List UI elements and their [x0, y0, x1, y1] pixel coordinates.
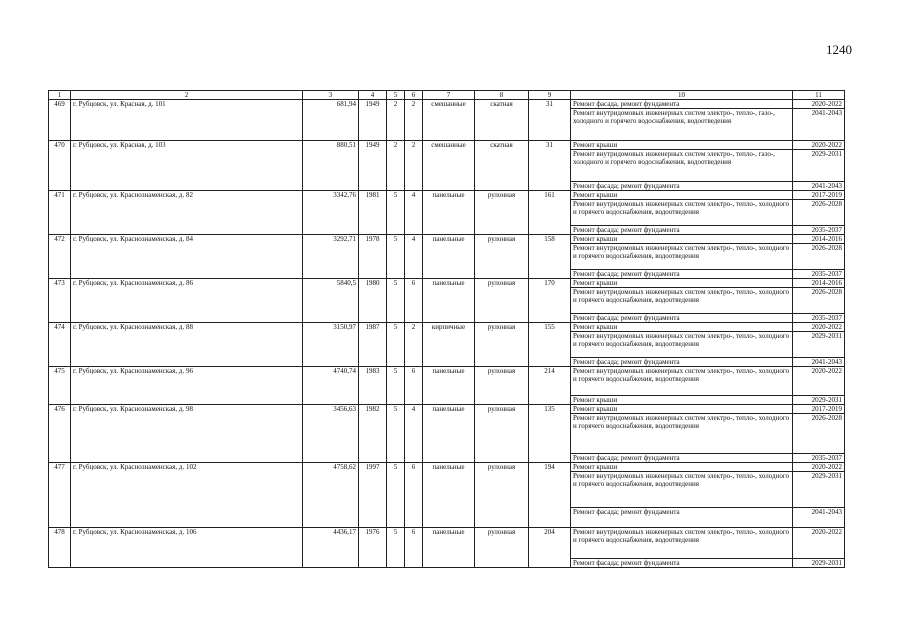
- column-number: 7: [423, 91, 475, 100]
- total-area: 3292,71: [303, 235, 359, 279]
- work-period: 2035-2037: [793, 270, 845, 279]
- wall-material: панельные: [423, 405, 475, 463]
- residents-count: 158: [529, 235, 571, 279]
- build-year: 1949: [359, 100, 387, 141]
- column-number: 5: [387, 91, 405, 100]
- column-number: 6: [405, 91, 423, 100]
- work-period: 2017-2019: [793, 191, 845, 200]
- roof-type: рулонная: [475, 191, 529, 235]
- table-row: [49, 528, 845, 559]
- work-type: Ремонт фасада, ремонт фундамента: [571, 100, 793, 109]
- entrances-count: 6: [405, 528, 423, 568]
- work-period: 2029-2031: [793, 472, 845, 508]
- work-period: 2026-2028: [793, 414, 845, 454]
- floors-count: 5: [387, 235, 405, 279]
- floors-count: 5: [387, 463, 405, 528]
- house-address: г. Рубцовск, ул. Краснознаменская, д. 98: [71, 405, 303, 463]
- build-year: 1997: [359, 463, 387, 528]
- page-number: 1240: [826, 42, 852, 57]
- total-area: 681,94: [303, 100, 359, 141]
- record-number: 470: [49, 141, 71, 191]
- record-number: 472: [49, 235, 71, 279]
- column-number: 11: [793, 91, 845, 100]
- record-number: 475: [49, 367, 71, 405]
- entrances-count: 6: [405, 367, 423, 405]
- work-type: Ремонт внутридомовых инженерных систем электро-, тепло-, холодного и горячего водоснабжения, водоотведения: [571, 528, 793, 559]
- build-year: 1980: [359, 279, 387, 323]
- house-address: г. Рубцовск, ул. Краснознаменская, д. 88: [71, 323, 303, 367]
- record-number: 476: [49, 405, 71, 463]
- build-year: 1981: [359, 191, 387, 235]
- record-number: 469: [49, 100, 71, 141]
- work-type: Ремонт внутридомовых инженерных систем электро-, тепло-, холодного и горячего водоснабжения, водоотведения: [571, 472, 793, 508]
- table-row: [49, 367, 845, 396]
- roof-type: рулонная: [475, 405, 529, 463]
- entrances-count: 6: [405, 279, 423, 323]
- work-type: Ремонт крыши: [571, 463, 793, 472]
- build-year: 1949: [359, 141, 387, 191]
- column-number: 4: [359, 91, 387, 100]
- house-address: г. Рубцовск, ул. Красная, д. 101: [71, 100, 303, 141]
- wall-material: панельные: [423, 235, 475, 279]
- table-row: [49, 141, 845, 150]
- work-type: Ремонт крыши: [571, 405, 793, 414]
- table-row: [49, 100, 845, 109]
- entrances-count: 6: [405, 463, 423, 528]
- roof-type: скатная: [475, 100, 529, 141]
- work-type: Ремонт фасада; ремонт фундамента: [571, 270, 793, 279]
- roof-type: рулонная: [475, 367, 529, 405]
- work-period: 2041-2043: [793, 109, 845, 141]
- column-number: 3: [303, 91, 359, 100]
- roof-type: рулонная: [475, 279, 529, 323]
- entrances-count: 4: [405, 191, 423, 235]
- roof-type: рулонная: [475, 235, 529, 279]
- house-address: г. Рубцовск, ул. Краснознаменская, д. 82: [71, 191, 303, 235]
- house-address: г. Рубцовск, ул. Краснознаменская, д. 86: [71, 279, 303, 323]
- work-type: Ремонт крыши: [571, 191, 793, 200]
- wall-material: смешанные: [423, 141, 475, 191]
- entrances-count: 2: [405, 141, 423, 191]
- column-number: 10: [571, 91, 793, 100]
- column-number-row: [49, 91, 845, 100]
- work-type: Ремонт внутридомовых инженерных систем электро-, тепло-, газо-, холодного и горячего водоснабжения, водоотведения: [571, 150, 793, 182]
- work-period: 2035-2037: [793, 226, 845, 235]
- capital-repair-table: [48, 90, 845, 568]
- work-type: Ремонт фасада; ремонт фундамента: [571, 559, 793, 568]
- work-period: 2020-2022: [793, 367, 845, 396]
- work-type: Ремонт внутридомовых инженерных систем электро-, тепло-, холодного и горячего водоснабжения, водоотведения: [571, 367, 793, 396]
- entrances-count: 4: [405, 235, 423, 279]
- table-row: [49, 463, 845, 472]
- wall-material: панельные: [423, 367, 475, 405]
- work-type: Ремонт внутридомовых инженерных систем электро-, тепло-, холодного и горячего водоснабжения, водоотведения: [571, 332, 793, 358]
- column-number: 9: [529, 91, 571, 100]
- floors-count: 5: [387, 367, 405, 405]
- entrances-count: 2: [405, 100, 423, 141]
- work-type: Ремонт крыши: [571, 396, 793, 405]
- work-period: 2020-2022: [793, 323, 845, 332]
- build-year: 1978: [359, 235, 387, 279]
- work-period: 2029-2031: [793, 332, 845, 358]
- total-area: 4758,62: [303, 463, 359, 528]
- build-year: 1987: [359, 323, 387, 367]
- work-period: 2014-2016: [793, 279, 845, 288]
- wall-material: кирпичные: [423, 323, 475, 367]
- total-area: 3456,63: [303, 405, 359, 463]
- work-type: Ремонт крыши: [571, 235, 793, 244]
- residents-count: 31: [529, 141, 571, 191]
- floors-count: 2: [387, 141, 405, 191]
- work-type: Ремонт фасада; ремонт фундамента: [571, 358, 793, 367]
- work-type: Ремонт фасада; ремонт фундамента: [571, 508, 793, 528]
- work-period: 2041-2043: [793, 358, 845, 367]
- work-type: Ремонт внутридомовых инженерных систем электро-, тепло-, газо-, холодного и горячего водоснабжения, водоотведения: [571, 109, 793, 141]
- work-period: 2041-2043: [793, 508, 845, 528]
- work-period: 2020-2022: [793, 528, 845, 559]
- work-period: 2026-2028: [793, 200, 845, 226]
- roof-type: рулонная: [475, 463, 529, 528]
- total-area: 880,51: [303, 141, 359, 191]
- floors-count: 5: [387, 405, 405, 463]
- total-area: 3342,76: [303, 191, 359, 235]
- work-type: Ремонт крыши: [571, 279, 793, 288]
- build-year: 1976: [359, 528, 387, 568]
- total-area: 5840,5: [303, 279, 359, 323]
- record-number: 474: [49, 323, 71, 367]
- wall-material: панельные: [423, 279, 475, 323]
- house-address: г. Рубцовск, ул. Краснознаменская, д. 102: [71, 463, 303, 528]
- residents-count: 161: [529, 191, 571, 235]
- record-number: 477: [49, 463, 71, 528]
- work-period: 2020-2022: [793, 463, 845, 472]
- work-type: Ремонт внутридомовых инженерных систем электро-, тепло-, холодного и горячего водоснабжения, водоотведения: [571, 200, 793, 226]
- residents-count: 170: [529, 279, 571, 323]
- residents-count: 135: [529, 405, 571, 463]
- work-period: 2029-2031: [793, 559, 845, 568]
- total-area: 4436,17: [303, 528, 359, 568]
- work-type: Ремонт внутридомовых инженерных систем электро-, тепло-, холодного и горячего водоснабжения, водоотведения: [571, 244, 793, 270]
- work-type: Ремонт фасада; ремонт фундамента: [571, 226, 793, 235]
- work-period: 2014-2016: [793, 235, 845, 244]
- work-period: 2029-2031: [793, 396, 845, 405]
- entrances-count: 4: [405, 405, 423, 463]
- work-type: Ремонт крыши: [571, 323, 793, 332]
- record-number: 471: [49, 191, 71, 235]
- work-type: Ремонт внутридомовых инженерных систем электро-, тепло-, холодного и горячего водоснабжения, водоотведения: [571, 414, 793, 454]
- record-number: 473: [49, 279, 71, 323]
- wall-material: панельные: [423, 191, 475, 235]
- floors-count: 2: [387, 100, 405, 141]
- work-period: 2029-2031: [793, 150, 845, 182]
- wall-material: смешанные: [423, 100, 475, 141]
- residents-count: 31: [529, 100, 571, 141]
- work-type: Ремонт крыши: [571, 141, 793, 150]
- residents-count: 204: [529, 528, 571, 568]
- work-period: 2026-2028: [793, 288, 845, 314]
- work-period: 2017-2019: [793, 405, 845, 414]
- floors-count: 5: [387, 323, 405, 367]
- column-number: 8: [475, 91, 529, 100]
- residents-count: 214: [529, 367, 571, 405]
- work-period: 2041-2043: [793, 182, 845, 191]
- roof-type: рулонная: [475, 528, 529, 568]
- total-area: 4740,74: [303, 367, 359, 405]
- build-year: 1982: [359, 405, 387, 463]
- table-row: [49, 323, 845, 332]
- table-row: [49, 235, 845, 244]
- work-type: Ремонт фасада; ремонт фундамента: [571, 182, 793, 191]
- floors-count: 5: [387, 191, 405, 235]
- work-period: 2035-2037: [793, 314, 845, 323]
- column-number: 1: [49, 91, 71, 100]
- house-address: г. Рубцовск, ул. Краснознаменская, д. 84: [71, 235, 303, 279]
- wall-material: панельные: [423, 528, 475, 568]
- work-type: Ремонт фасада; ремонт фундамента: [571, 454, 793, 463]
- work-period: 2020-2022: [793, 100, 845, 109]
- table-row: [49, 279, 845, 288]
- record-number: 478: [49, 528, 71, 568]
- work-type: Ремонт фасада; ремонт фундамента: [571, 314, 793, 323]
- floors-count: 5: [387, 279, 405, 323]
- build-year: 1983: [359, 367, 387, 405]
- house-address: г. Рубцовск, ул. Краснознаменская, д. 106: [71, 528, 303, 568]
- roof-type: рулонная: [475, 323, 529, 367]
- total-area: 3150,97: [303, 323, 359, 367]
- house-address: г. Рубцовск, ул. Красная, д. 103: [71, 141, 303, 191]
- residents-count: 194: [529, 463, 571, 528]
- work-period: 2026-2028: [793, 244, 845, 270]
- house-address: г. Рубцовск, ул. Краснознаменская, д. 96: [71, 367, 303, 405]
- floors-count: 5: [387, 528, 405, 568]
- roof-type: скатная: [475, 141, 529, 191]
- work-period: 2035-2037: [793, 454, 845, 463]
- table-row: [49, 405, 845, 414]
- residents-count: 155: [529, 323, 571, 367]
- work-type: Ремонт внутридомовых инженерных систем электро-, тепло-, холодного и горячего водоснабжения, водоотведения: [571, 288, 793, 314]
- work-period: 2020-2022: [793, 141, 845, 150]
- entrances-count: 2: [405, 323, 423, 367]
- column-number: 2: [71, 91, 303, 100]
- table-row: [49, 191, 845, 200]
- wall-material: панельные: [423, 463, 475, 528]
